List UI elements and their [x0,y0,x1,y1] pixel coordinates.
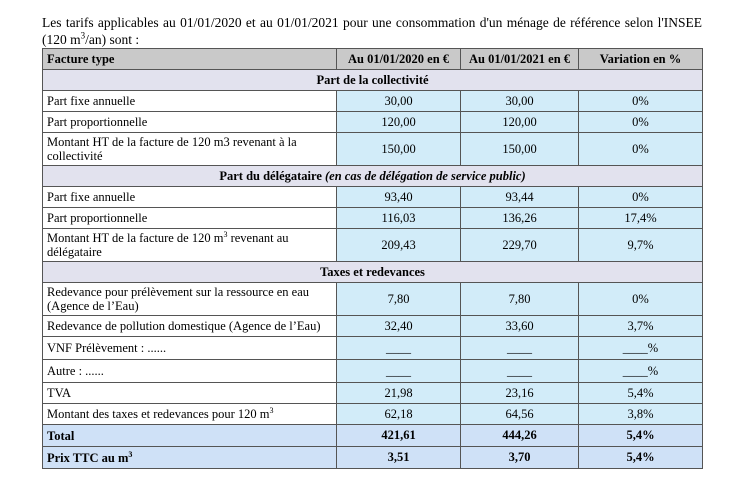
row-label [43,229,337,262]
value-variation: 0% [579,112,703,133]
prix-row [43,447,703,469]
value-2021: ____ [461,360,579,383]
header-facture-type: Facture type [43,49,337,70]
row-label: Part fixe annuelle [43,91,337,112]
value-2020: ____ [337,360,461,383]
section-delegataire-title: Part du délégataire [219,168,322,183]
intro-paragraph [42,14,702,48]
value-2020: 21,98 [337,383,461,404]
value-2021: 30,00 [461,91,579,112]
table-row [43,208,703,229]
table-row [43,337,703,360]
row-label: Autre : ...... [43,360,337,383]
row-label: TVA [43,383,337,404]
value-2020: 209,43 [337,229,461,262]
table-row [43,133,703,166]
header-row [43,49,703,70]
value-2021: ____ [461,337,579,360]
prix-variation: 5,4% [579,447,703,469]
header-2020: Au 01/01/2020 en € [337,49,461,70]
value-2020: 116,03 [337,208,461,229]
prix-2020: 3,51 [337,447,461,469]
section-row [43,262,703,283]
intro-superscript: 3 [80,30,86,40]
value-2020: 62,18 [337,404,461,425]
section-delegataire [43,166,703,187]
value-variation: ____% [579,360,703,383]
row-label: Part fixe annuelle [43,187,337,208]
section-collectivite: Part de la collectivité [43,70,703,91]
value-2021: 7,80 [461,283,579,316]
value-2021: 23,16 [461,383,579,404]
value-2020: 7,80 [337,283,461,316]
value-2020: 93,40 [337,187,461,208]
total-2021: 444,26 [461,425,579,447]
total-label: Total [43,425,337,447]
value-2021: 136,26 [461,208,579,229]
tarifs-table [42,48,703,469]
value-2020: 30,00 [337,91,461,112]
value-variation: 0% [579,133,703,166]
value-2020: 32,40 [337,316,461,337]
row-label-superscript: 3 [269,405,274,415]
table-row [43,91,703,112]
table-row [43,229,703,262]
table-row [43,316,703,337]
prix-label-text: Prix TTC au m [47,450,129,465]
total-variation: 5,4% [579,425,703,447]
value-2021: 229,70 [461,229,579,262]
intro-text: Les tarifs applicables au 01/01/2020 et au 01/01/2021 pour une consommation d'un ménage de référence selon l'INSEE (120 m [42,14,702,47]
value-2021: 120,00 [461,112,579,133]
value-variation: 9,7% [579,229,703,262]
value-2021: 33,60 [461,316,579,337]
header-2021: Au 01/01/2021 en € [461,49,579,70]
row-label: VNF Prélèvement : ...... [43,337,337,360]
row-label-text-end: revenant au délégataire [47,231,289,259]
section-row [43,70,703,91]
value-2020: ____ [337,337,461,360]
value-2021: 150,00 [461,133,579,166]
row-label: Part proportionnelle [43,112,337,133]
value-2020: 150,00 [337,133,461,166]
value-variation: 3,8% [579,404,703,425]
row-label: Redevance de pollution domestique (Agence de l’Eau) [43,316,337,337]
value-variation: ____% [579,337,703,360]
row-label-superscript: 3 [223,229,228,239]
table-row [43,283,703,316]
intro-text-end: /an) sont : [85,31,140,47]
value-2021: 64,56 [461,404,579,425]
row-label: Redevance pour prélèvement sur la ressource en eau (Agence de l’Eau) [43,283,337,316]
value-variation: 5,4% [579,383,703,404]
table-row [43,404,703,425]
table-row [43,383,703,404]
section-row [43,166,703,187]
table-row [43,360,703,383]
total-2020: 421,61 [337,425,461,447]
value-2020: 120,00 [337,112,461,133]
section-taxes: Taxes et redevances [43,262,703,283]
row-label-text: Montant des taxes et redevances pour 120 m [47,407,270,421]
value-variation: 0% [579,283,703,316]
value-variation: 17,4% [579,208,703,229]
table-row [43,187,703,208]
row-label [43,404,337,425]
row-label: Part proportionnelle [43,208,337,229]
value-variation: 3,7% [579,316,703,337]
value-variation: 0% [579,187,703,208]
row-label: Montant HT de la facture de 120 m3 revenant à la collectivité [43,133,337,166]
table-row [43,112,703,133]
section-delegataire-note: (en cas de délégation de service public) [325,168,526,183]
prix-label [43,447,337,469]
prix-label-superscript: 3 [128,449,133,459]
prix-2021: 3,70 [461,447,579,469]
row-label-text: Montant HT de la facture de 120 m [47,231,224,245]
value-2021: 93,44 [461,187,579,208]
total-row [43,425,703,447]
header-variation: Variation en % [579,49,703,70]
value-variation: 0% [579,91,703,112]
